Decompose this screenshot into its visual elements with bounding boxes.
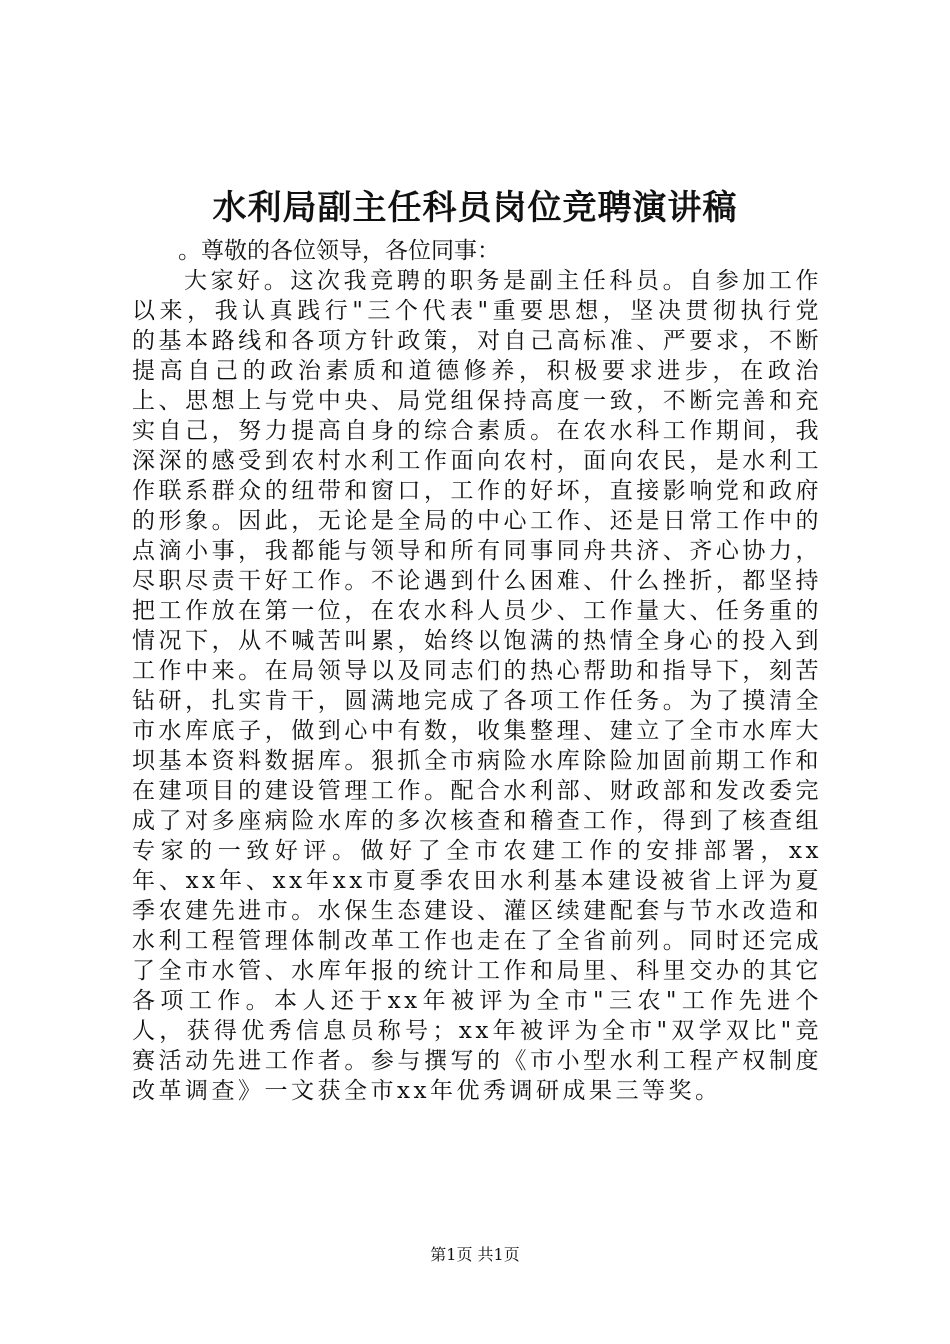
- page-footer: 第1页 共1页: [430, 1245, 520, 1264]
- salutation: 。尊敬的各位领导，各位同事：: [178, 238, 500, 264]
- speech-body: 大家好。这次我竞聘的职务是副主任科员。自参加工作以来，我认真践行"三个代表"重要思想，坚决贯彻执行党的基本路线和各项方针政策，对自己高标准、严要求，不断提高自己的政治素质和道德修养，积极要求进步，在政治上、思想上与党中央、局党组保持高度一致，不断完善和充实自己，努力提高自身的综合素质。在农水科工作期间，我深深的感受到农村水利工作面向农村，面向农民，是水利工作联系群众的纽带和窗口，工作的好坏，直接影响党和政府的形象。因此，无论是全局的中心工作、还是日常工作中的点滴小事，我都能与领导和所有同事同舟共济、齐心协力，尽职尽责干好工作。不论遇到什么困难、什么挫折，都坚持把工作放在第一位，在农水科人员少、工作量大、任务重的情况下，从不喊苦叫累，始终以饱满的热情全身心的投入到工作中来。在局领导以及同志们的热心帮助和指导下，刻苦钻研，扎实肯干，圆满地完成了各项工作任务。为了摸清全市水库底子，做到心中有数，收集整理、建立了全市水库大坝基本资料数据库。狠抓全市病险水库除险加固前期工作和在建项目的建设管理工作。配合水利部、财政部和发改委完成了对多座病险水库的多次核查和稽查工作，得到了核查组专家的一致好评。做好了全市农建工作的安排部署，xx年、xx年、xx年xx市夏季农田水利基本建设被省上评为夏季农建先进市。水保生态建设、灌区续建配套与节水改造和水利工程管理体制改革工作也走在了全省前列。同时还完成了全市水管、水库年报的统计工作和局里、科里交办的其它各项工作。本人还于xx年被评为全市"三农"工作先进个人，获得优秀信息员称号；xx年被评为全市"双学双比"竞赛活动先进工作者。参与撰写的《市小型水利工程产权制度改革调查》一文获全市xx年优秀调研成果三等奖。: [132, 268, 822, 1104]
- document-title: 水利局副主任科员岗位竞聘演讲稿: [212, 188, 738, 228]
